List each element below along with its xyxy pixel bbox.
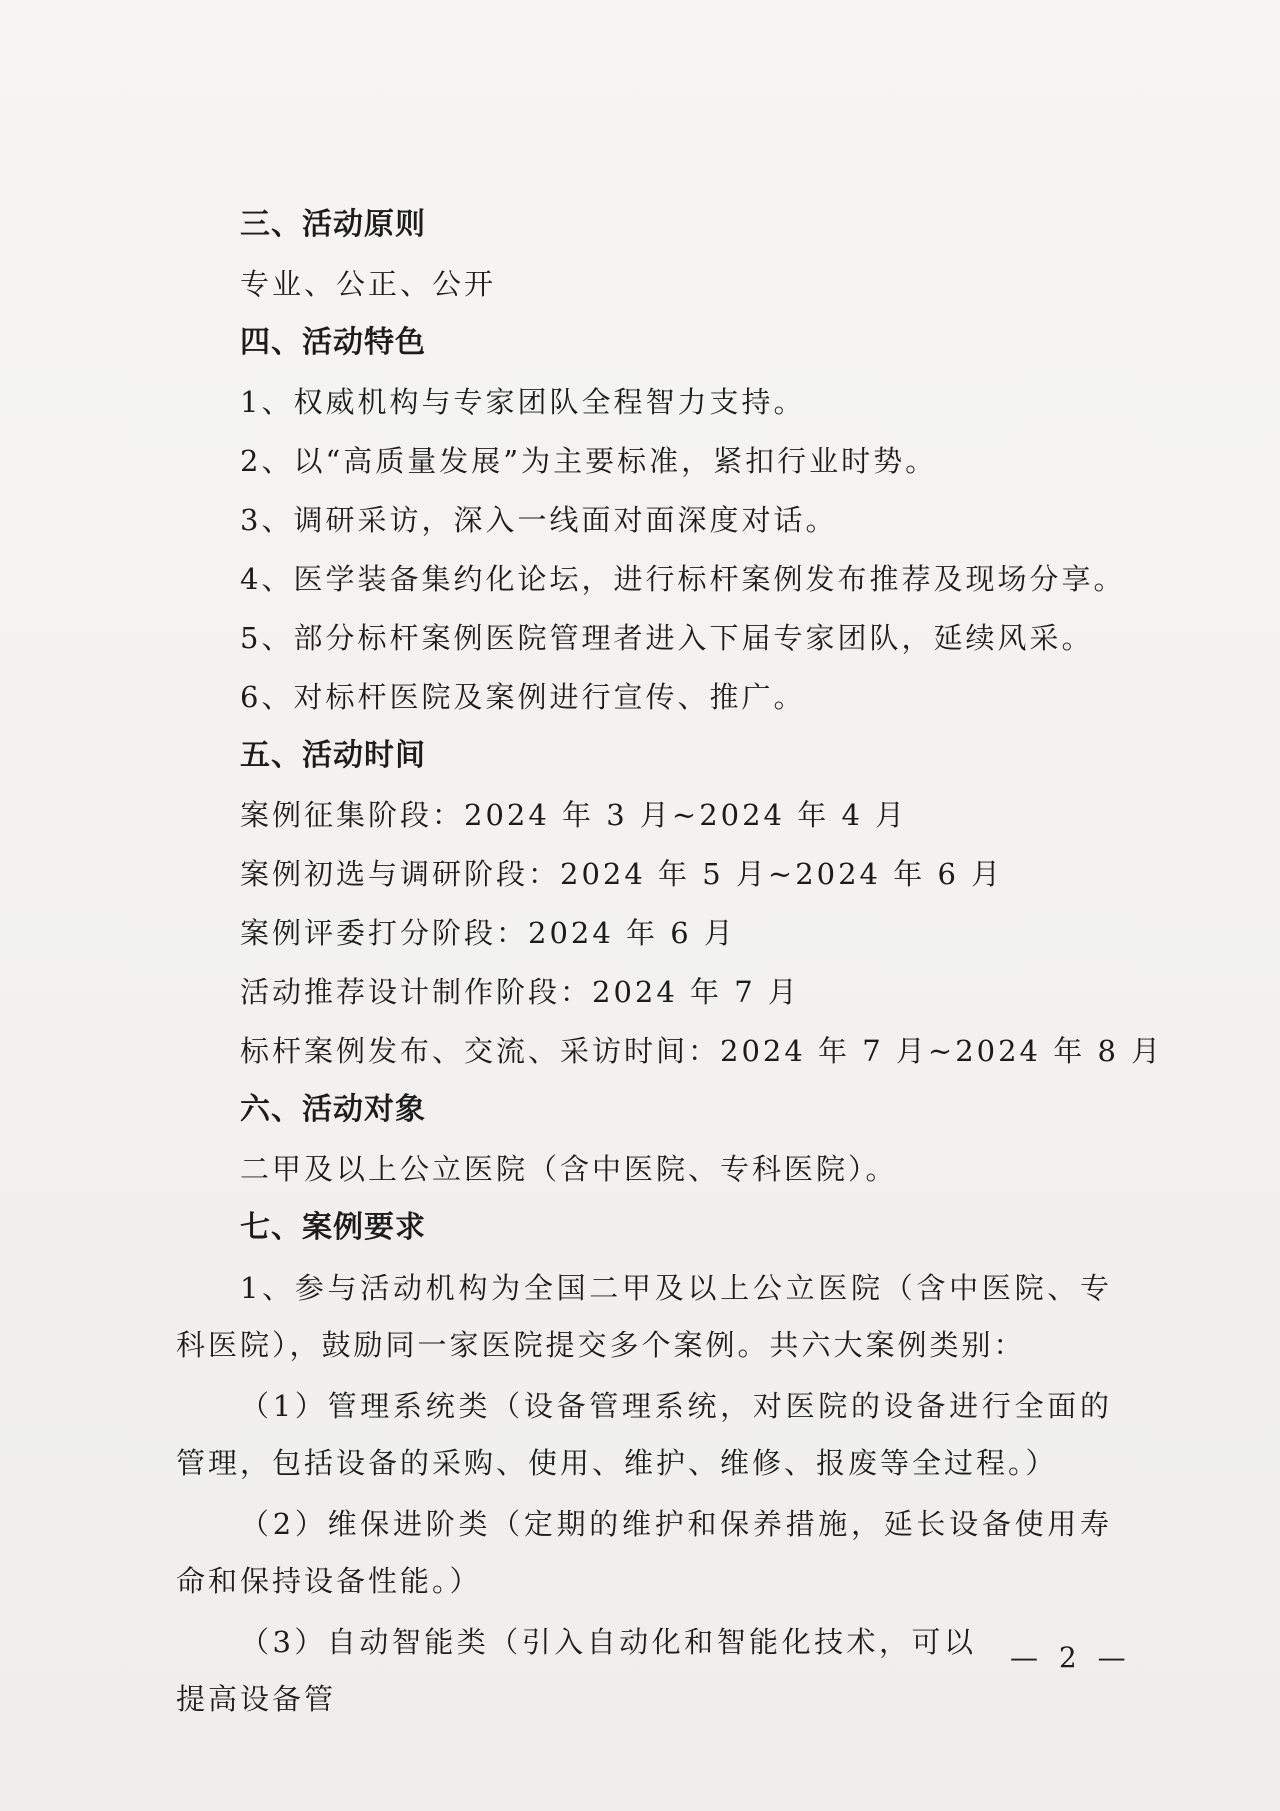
section-heading-timeline: 五、活动时间 (240, 738, 426, 773)
requirement-category-3: （3）自动智能类（引入自动化和智能化技术，可以提高设备管 (176, 1625, 976, 1716)
timeline-item-2: 案例初选与调研阶段：2024 年 5 月~2024 年 6 月 (240, 857, 1004, 891)
feature-item-6: 6、对标杆医院及案例进行宣传、推广。 (240, 680, 806, 714)
section-heading-targets: 六、活动对象 (240, 1092, 426, 1127)
page-number: — 2 — (1010, 1641, 1132, 1674)
feature-item-2: 2、以“高质量发展”为主要标准，紧扣行业时势。 (240, 444, 938, 478)
section-heading-principles: 三、活动原则 (240, 207, 426, 242)
requirement-paragraph-1: 1、参与活动机构为全国二甲及以上公立医院（含中医院、专科医院），鼓励同一家医院提交多个案例。共六大案例类别： (176, 1271, 1112, 1362)
timeline-item-5: 标杆案例发布、交流、采访时间：2024 年 7 月~2024 年 8 月 (240, 1034, 1164, 1068)
feature-item-4: 4、医学装备集约化论坛，进行标杆案例发布推荐及现场分享。 (240, 562, 1126, 596)
requirement-category-1: （1）管理系统类（设备管理系统，对医院的设备进行全面的管理，包括设备的采购、使用、维护、维修、报废等全过程。） (176, 1389, 1112, 1480)
timeline-item-4: 活动推荐设计制作阶段：2024 年 7 月 (240, 975, 800, 1009)
principles-text: 专业、公正、公开 (240, 267, 497, 301)
timeline-item-1: 案例征集阶段：2024 年 3 月~2024 年 4 月 (240, 798, 908, 832)
section-heading-requirements: 七、案例要求 (240, 1210, 426, 1245)
requirement-category-2: （2）维保进阶类（定期的维护和保养措施，延长设备使用寿命和保持设备性能。） (176, 1507, 1112, 1598)
feature-item-3: 3、调研采访，深入一线面对面深度对话。 (240, 503, 838, 537)
targets-text: 二甲及以上公立医院（含中医院、专科医院）。 (240, 1152, 898, 1186)
timeline-item-3: 案例评委打分阶段：2024 年 6 月 (240, 916, 736, 950)
feature-item-1: 1、权威机构与专家团队全程智力支持。 (240, 385, 806, 419)
feature-item-5: 5、部分标杆案例医院管理者进入下届专家团队，延续风采。 (240, 621, 1094, 655)
section-heading-features: 四、活动特色 (240, 325, 426, 360)
